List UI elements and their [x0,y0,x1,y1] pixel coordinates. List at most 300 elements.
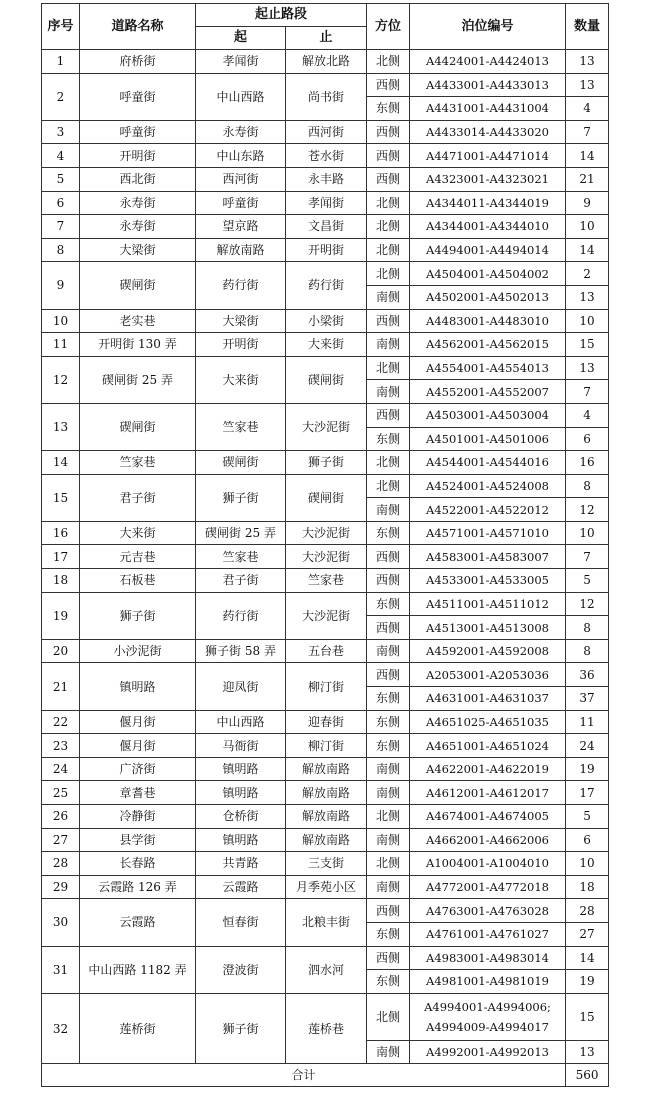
cell-road: 中山西路 1182 弄 [80,946,196,993]
cell-to: 开明街 [286,238,367,262]
header-road: 道路名称 [80,4,196,50]
berth-code: A4344001-A4344010 [426,219,549,234]
berth-code: A4424001-A4424013 [426,54,549,69]
table-row [42,710,609,734]
cell-road: 小沙泥街 [80,639,196,663]
cell-road: 云霞路 [80,899,196,946]
cell-codes [410,309,566,333]
cell-codes [410,993,566,1040]
cell-side: 东侧 [367,521,410,545]
cell-no: 27 [42,828,80,852]
cell-count: 9 [566,191,609,215]
cell-road: 长春路 [80,852,196,876]
cell-codes [410,403,566,427]
cell-codes [410,663,566,687]
table-row [42,946,609,970]
cell-side: 南侧 [367,781,410,805]
header-no: 序号 [42,4,80,50]
cell-count: 14 [566,144,609,168]
berth-code: A4433014-A4433020 [426,125,549,140]
cell-codes [410,356,566,380]
cell-count: 8 [566,616,609,640]
cell-side: 北侧 [367,191,410,215]
cell-from: 西河街 [196,167,286,191]
cell-count: 5 [566,805,609,829]
cell-to: 碶闸街 [286,356,367,403]
cell-count: 8 [566,639,609,663]
cell-side: 东侧 [367,427,410,451]
cell-side: 北侧 [367,238,410,262]
cell-side: 南侧 [367,380,410,404]
table-row [42,333,609,357]
cell-road: 开明街 [80,144,196,168]
cell-road: 老实巷 [80,309,196,333]
cell-no: 2 [42,73,80,120]
berth-code: A4344011-A4344019 [426,195,549,210]
cell-from: 马衙街 [196,734,286,758]
cell-road: 狮子街 [80,592,196,639]
cell-count: 19 [566,970,609,994]
cell-no: 28 [42,852,80,876]
cell-from: 恒春街 [196,899,286,946]
cell-count: 10 [566,852,609,876]
table-row [42,805,609,829]
cell-road: 永寿街 [80,191,196,215]
berth-code: A4562001-A4562015 [426,337,549,352]
cell-side: 西侧 [367,899,410,923]
berth-code: A4511001-A4511012 [426,596,549,611]
cell-road: 偃月街 [80,710,196,734]
cell-no: 12 [42,356,80,403]
berth-code: A4981001-A4981019 [426,974,549,989]
cell-no: 20 [42,639,80,663]
cell-side: 南侧 [367,1040,410,1064]
cell-to: 柳汀街 [286,663,367,710]
berth-code: A4983001-A4983014 [426,950,549,965]
cell-count: 12 [566,498,609,522]
cell-to: 竺家巷 [286,569,367,593]
cell-count: 5 [566,569,609,593]
table-row [42,262,609,286]
cell-no: 15 [42,474,80,521]
table-row [42,663,609,687]
cell-count: 7 [566,120,609,144]
cell-codes [410,828,566,852]
table-row [42,191,609,215]
cell-from: 狮子街 [196,474,286,521]
table-row [42,403,609,427]
cell-to: 莲桥巷 [286,993,367,1064]
cell-from: 中山西路 [196,73,286,120]
cell-to: 孝闻街 [286,191,367,215]
cell-count: 13 [566,285,609,309]
table-row [42,120,609,144]
cell-side: 西侧 [367,663,410,687]
cell-count: 12 [566,592,609,616]
cell-to: 大沙泥街 [286,545,367,569]
cell-side: 北侧 [367,474,410,498]
berth-code: A4674001-A4674005 [426,809,549,824]
cell-side: 东侧 [367,922,410,946]
cell-to: 柳汀街 [286,734,367,758]
cell-to: 五台巷 [286,639,367,663]
cell-to: 药行街 [286,262,367,309]
cell-road: 永寿街 [80,215,196,239]
cell-to: 解放南路 [286,757,367,781]
table-row [42,899,609,923]
cell-side: 西侧 [367,403,410,427]
cell-side: 北侧 [367,262,410,286]
cell-side: 西侧 [367,569,410,593]
table-row [42,734,609,758]
berth-code: A4431001-A4431004 [426,101,549,116]
cell-codes [410,805,566,829]
berth-code: A4483001-A4483010 [426,313,549,328]
cell-from: 大梁街 [196,309,286,333]
cell-no: 30 [42,899,80,946]
cell-from: 解放南路 [196,238,286,262]
parking-berth-table [41,3,609,1087]
cell-side: 东侧 [367,710,410,734]
cell-count: 27 [566,922,609,946]
cell-road: 君子街 [80,474,196,521]
cell-from: 中山东路 [196,144,286,168]
cell-no: 19 [42,592,80,639]
cell-from: 狮子街 58 弄 [196,639,286,663]
cell-no: 9 [42,262,80,309]
cell-no: 18 [42,569,80,593]
cell-count: 10 [566,309,609,333]
table-row [42,569,609,593]
cell-codes [410,521,566,545]
berth-code: A4504001-A4504002 [426,266,549,281]
cell-no: 23 [42,734,80,758]
cell-from: 呼童街 [196,191,286,215]
berth-code: A4763001-A4763028 [426,903,549,918]
cell-road: 碶闸街 25 弄 [80,356,196,403]
cell-codes [410,852,566,876]
cell-count: 37 [566,687,609,711]
berth-code: A4533001-A4533005 [426,573,549,588]
cell-side: 北侧 [367,993,410,1040]
berth-code: A4992001-A4992013 [426,1045,549,1060]
table-row [42,215,609,239]
header-from: 起 [196,27,286,50]
cell-road: 碶闸街 [80,262,196,309]
cell-side: 北侧 [367,215,410,239]
cell-road: 广济街 [80,757,196,781]
cell-codes [410,639,566,663]
berth-code: A4471001-A4471014 [426,148,549,163]
table-row [42,592,609,616]
cell-side: 南侧 [367,828,410,852]
cell-no: 5 [42,167,80,191]
cell-count: 7 [566,545,609,569]
cell-side: 西侧 [367,545,410,569]
table-row [42,757,609,781]
cell-count: 6 [566,427,609,451]
cell-count: 15 [566,333,609,357]
berth-code: A4554001-A4554013 [426,361,549,376]
cell-no: 11 [42,333,80,357]
berth-code: A4622001-A4622019 [426,762,549,777]
cell-no: 21 [42,663,80,710]
cell-from: 镇明路 [196,757,286,781]
cell-road: 开明街 130 弄 [80,333,196,357]
cell-road: 呼童街 [80,120,196,144]
cell-to: 泗水河 [286,946,367,993]
cell-road: 冷静街 [80,805,196,829]
cell-side: 北侧 [367,356,410,380]
berth-code: A4583001-A4583007 [426,549,549,564]
cell-count: 17 [566,781,609,805]
cell-from: 中山西路 [196,710,286,734]
cell-road: 云霞路 126 弄 [80,875,196,899]
cell-no: 22 [42,710,80,734]
cell-to: 大来街 [286,333,367,357]
table-row [42,828,609,852]
table-row [42,309,609,333]
cell-side: 东侧 [367,592,410,616]
cell-codes [410,285,566,309]
cell-road: 府桥街 [80,50,196,74]
cell-codes [410,474,566,498]
cell-no: 32 [42,993,80,1064]
header-segment: 起止路段 [196,4,367,27]
cell-from: 共青路 [196,852,286,876]
cell-side: 北侧 [367,852,410,876]
cell-codes [410,545,566,569]
cell-codes [410,144,566,168]
cell-count: 13 [566,356,609,380]
table-row [42,451,609,475]
cell-count: 14 [566,238,609,262]
cell-no: 3 [42,120,80,144]
berth-code: A4544001-A4544016 [426,455,549,470]
table-row [42,993,609,1040]
cell-to: 西河街 [286,120,367,144]
berth-code: A4502001-A4502013 [426,290,549,305]
berth-code: A4772001-A4772018 [426,880,549,895]
cell-count: 13 [566,1040,609,1064]
cell-codes [410,333,566,357]
cell-no: 13 [42,403,80,450]
berth-code: A4592001-A4592008 [426,644,549,659]
cell-codes [410,191,566,215]
cell-codes [410,262,566,286]
cell-count: 8 [566,474,609,498]
table-row [42,545,609,569]
cell-from: 永寿街 [196,120,286,144]
cell-road: 碶闸街 [80,403,196,450]
cell-to: 大沙泥街 [286,403,367,450]
cell-codes [410,875,566,899]
table-row [42,852,609,876]
cell-road: 镇明路 [80,663,196,710]
cell-side: 西侧 [367,616,410,640]
cell-side: 东侧 [367,687,410,711]
cell-side: 南侧 [367,875,410,899]
cell-from: 镇明路 [196,828,286,852]
table-row [42,356,609,380]
table-row [42,474,609,498]
table-footer [42,1064,609,1087]
berth-code: A4651001-A4651024 [426,738,549,753]
berth-code: A4662001-A4662006 [426,832,549,847]
berth-code: A4552001-A4552007 [426,384,549,399]
cell-count: 4 [566,97,609,121]
cell-to: 北粮丰街 [286,899,367,946]
cell-road: 县学街 [80,828,196,852]
cell-codes [410,380,566,404]
cell-count: 10 [566,215,609,239]
cell-count: 28 [566,899,609,923]
cell-side: 北侧 [367,451,410,475]
berth-code: A4323001-A4323021 [426,172,549,187]
cell-from: 云霞路 [196,875,286,899]
cell-side: 西侧 [367,309,410,333]
cell-to: 大沙泥街 [286,592,367,639]
cell-to: 解放北路 [286,50,367,74]
berth-code: A4651025-A4651035 [426,714,549,729]
berth-code: A4522001-A4522012 [426,502,549,517]
cell-side: 东侧 [367,970,410,994]
cell-to: 解放南路 [286,805,367,829]
cell-side: 东侧 [367,97,410,121]
header-count: 数量 [566,4,609,50]
berth-code: A2053001-A2053036 [426,667,549,682]
cell-to: 解放南路 [286,828,367,852]
cell-from: 镇明路 [196,781,286,805]
cell-side: 南侧 [367,333,410,357]
cell-side: 北侧 [367,805,410,829]
cell-side: 西侧 [367,946,410,970]
cell-to: 文昌街 [286,215,367,239]
cell-from: 开明街 [196,333,286,357]
berth-code: A4631001-A4631037 [426,691,549,706]
table-row [42,238,609,262]
berth-code: A4433001-A4433013 [426,77,549,92]
table-row [42,521,609,545]
cell-codes [410,427,566,451]
cell-count: 6 [566,828,609,852]
cell-count: 4 [566,403,609,427]
cell-to: 碶闸街 [286,474,367,521]
cell-no: 24 [42,757,80,781]
cell-to: 小梁街 [286,309,367,333]
cell-no: 10 [42,309,80,333]
cell-codes [410,238,566,262]
cell-codes [410,899,566,923]
cell-side: 西侧 [367,120,410,144]
cell-side: 西侧 [367,167,410,191]
berth-code: A4994009-A4994017 [426,1019,549,1034]
cell-count: 21 [566,167,609,191]
cell-from: 竺家巷 [196,545,286,569]
cell-side: 东侧 [367,734,410,758]
cell-from: 药行街 [196,592,286,639]
berth-code: A1004001-A1004010 [426,856,549,871]
cell-road: 大来街 [80,521,196,545]
berth-code: A4501001-A4501006 [426,431,549,446]
cell-from: 狮子街 [196,993,286,1064]
cell-codes [410,569,566,593]
cell-to: 苍水街 [286,144,367,168]
cell-from: 竺家巷 [196,403,286,450]
cell-count: 16 [566,451,609,475]
cell-from: 仓桥街 [196,805,286,829]
cell-codes [410,97,566,121]
cell-no: 25 [42,781,80,805]
cell-from: 迎凤街 [196,663,286,710]
cell-count: 19 [566,757,609,781]
berth-code: A4524001-A4524008 [426,478,549,493]
cell-no: 1 [42,50,80,74]
berth-code: A4503001-A4503004 [426,408,549,423]
cell-codes [410,215,566,239]
cell-codes [410,970,566,994]
cell-codes [410,167,566,191]
cell-codes [410,50,566,74]
cell-count: 13 [566,50,609,74]
header-side: 方位 [367,4,410,50]
cell-codes [410,592,566,616]
cell-no: 29 [42,875,80,899]
cell-from: 大来街 [196,356,286,403]
cell-road: 西北街 [80,167,196,191]
table-header [42,4,609,50]
berth-code: A4571001-A4571010 [426,526,549,541]
cell-from: 药行街 [196,262,286,309]
cell-codes [410,120,566,144]
berth-code: A4994001-A4994006; [424,999,551,1014]
cell-count: 14 [566,946,609,970]
cell-from: 澄波街 [196,946,286,993]
table-row [42,781,609,805]
cell-road: 大梁街 [80,238,196,262]
table-row [42,144,609,168]
cell-side: 西侧 [367,144,410,168]
berth-code: A4761001-A4761027 [426,927,549,942]
cell-no: 26 [42,805,80,829]
berth-code: A4513001-A4513008 [426,620,549,635]
cell-no: 4 [42,144,80,168]
cell-side: 南侧 [367,285,410,309]
cell-count: 18 [566,875,609,899]
cell-side: 西侧 [367,73,410,97]
cell-count: 2 [566,262,609,286]
cell-to: 月季苑小区 [286,875,367,899]
table-row [42,167,609,191]
cell-codes [410,734,566,758]
cell-to: 狮子街 [286,451,367,475]
cell-codes [410,73,566,97]
cell-count: 10 [566,521,609,545]
cell-to: 迎春街 [286,710,367,734]
table-row [42,73,609,97]
cell-codes [410,946,566,970]
cell-codes [410,781,566,805]
cell-to: 解放南路 [286,781,367,805]
cell-no: 16 [42,521,80,545]
cell-no: 8 [42,238,80,262]
table-row [42,639,609,663]
cell-count: 7 [566,380,609,404]
cell-codes [410,710,566,734]
cell-road: 石板巷 [80,569,196,593]
total-label: 合计 [42,1064,566,1087]
cell-count: 36 [566,663,609,687]
